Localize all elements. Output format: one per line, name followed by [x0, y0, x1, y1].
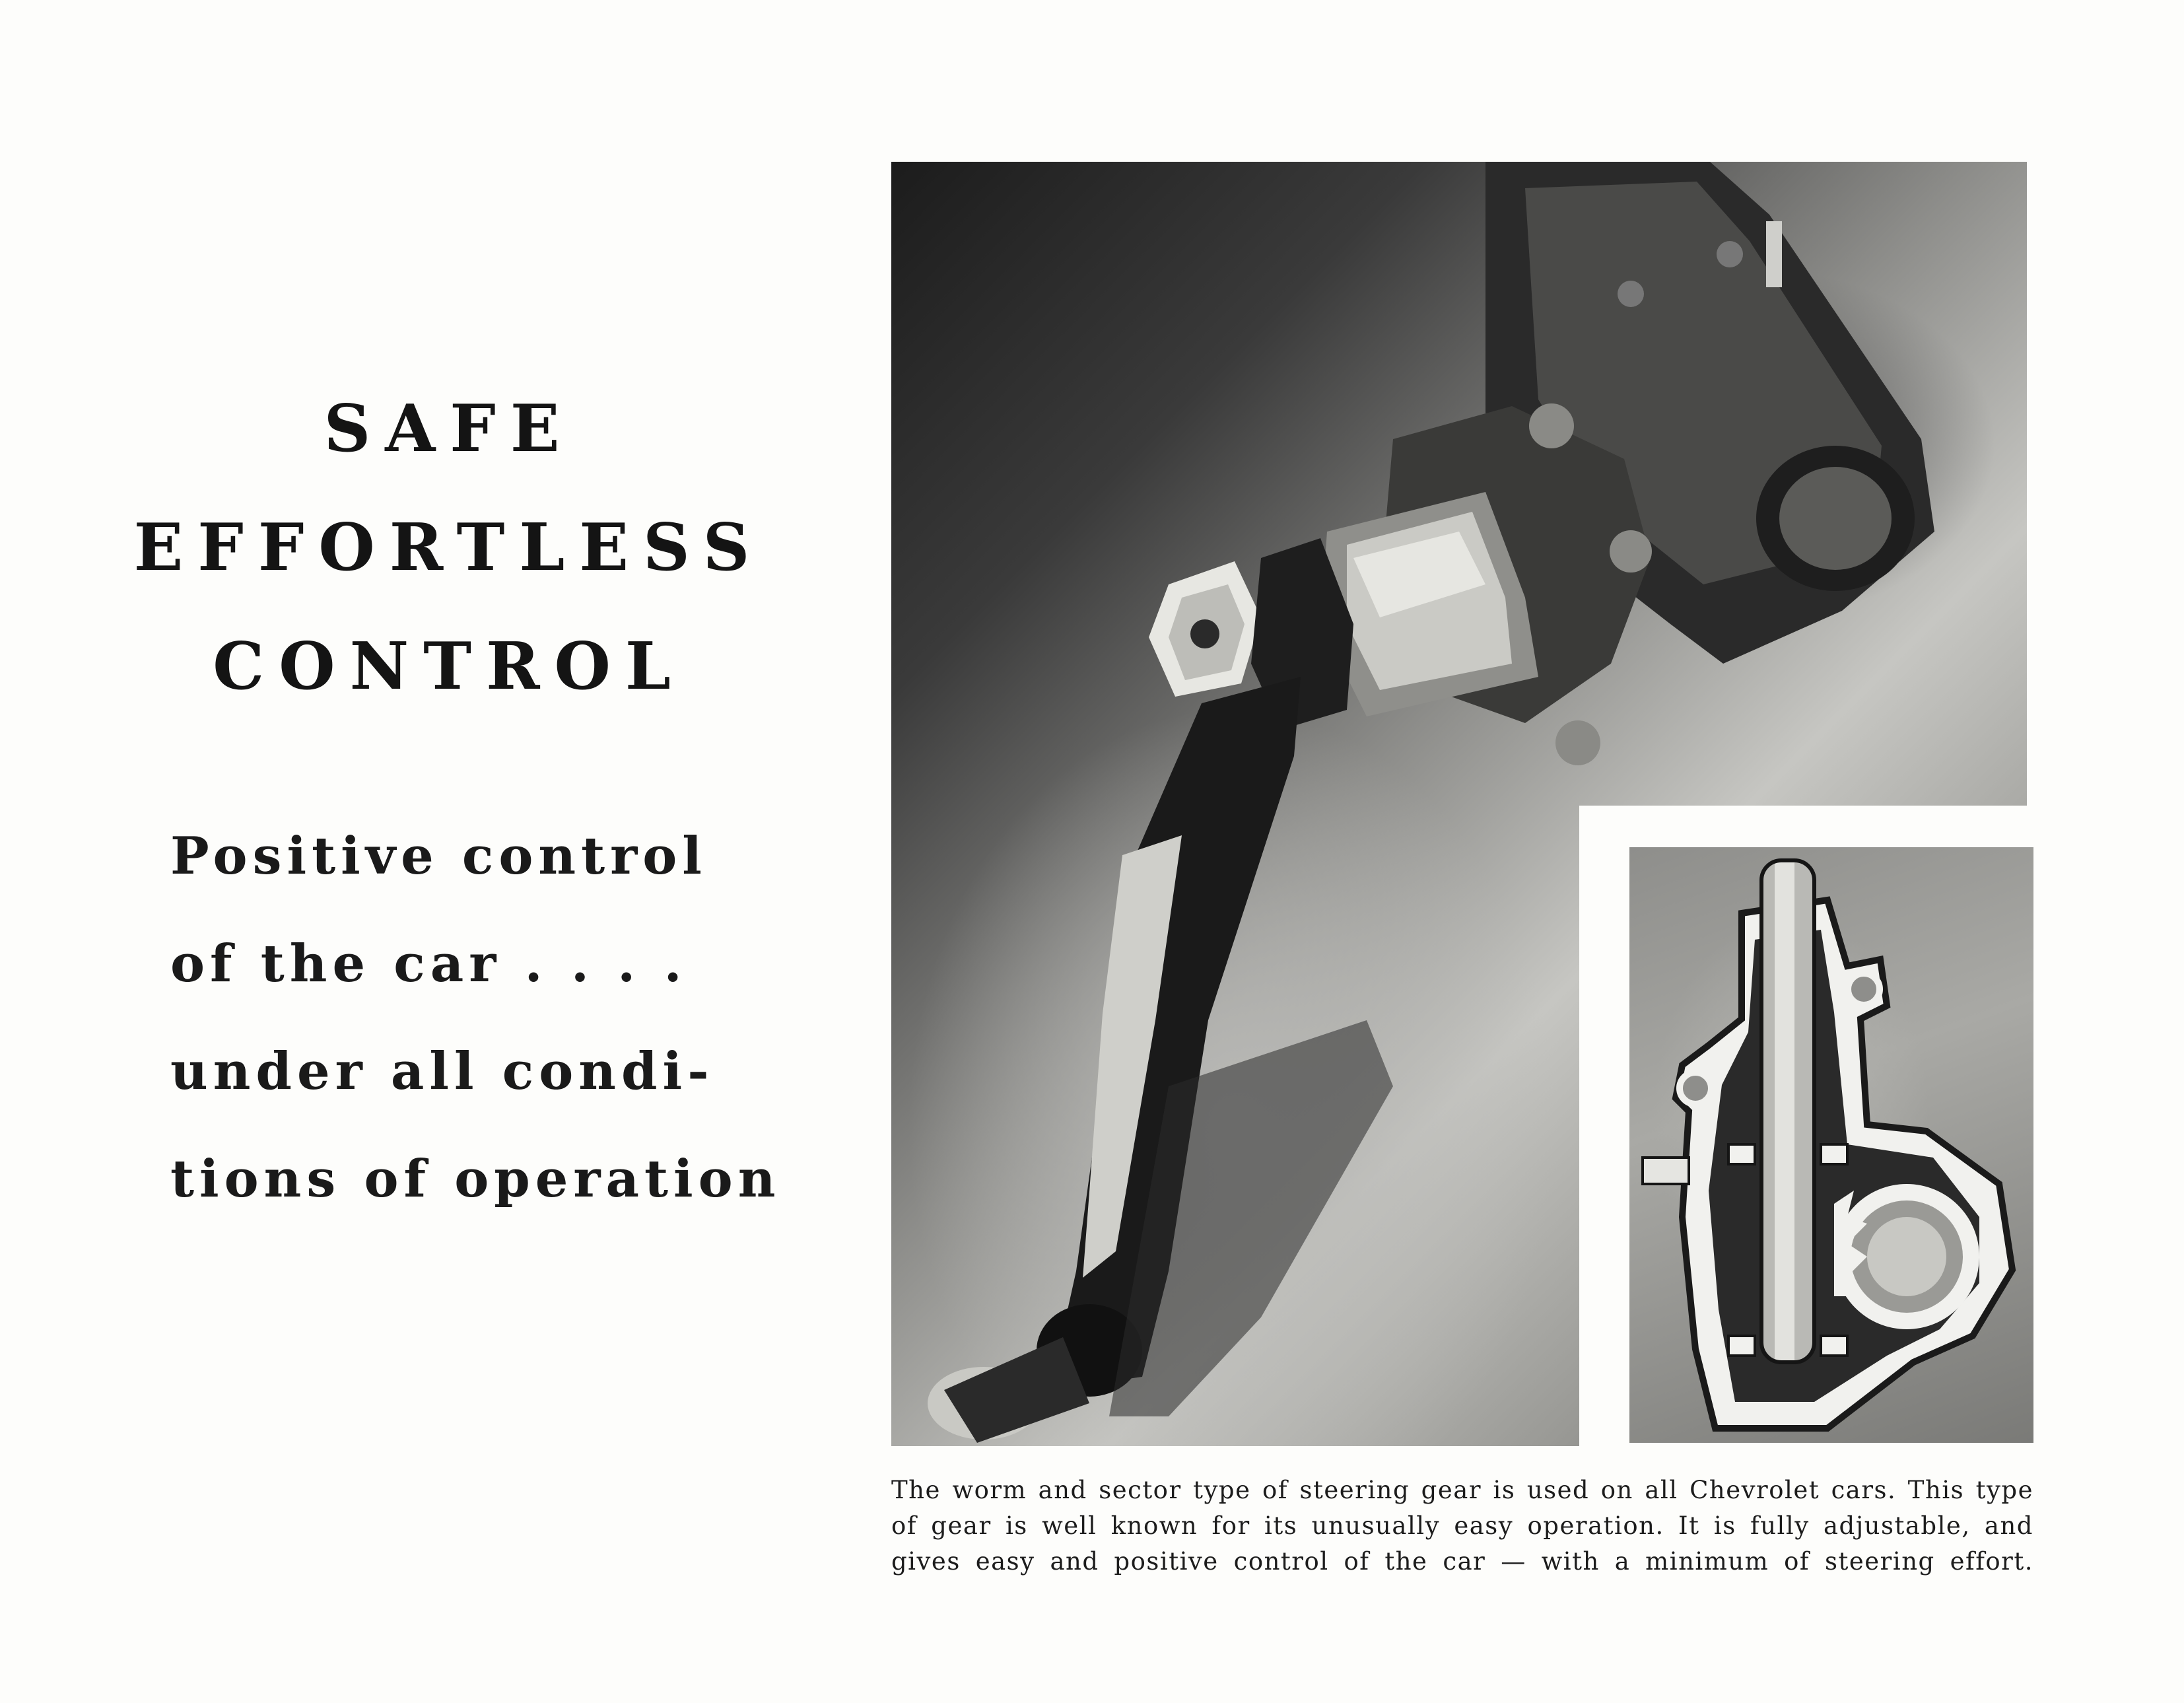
caption-line-3: gives easy and positive control of the car — with a minimum of steering effort. — [891, 1547, 2033, 1576]
headline-line-1: SAFE — [324, 391, 574, 467]
tagline-line-4: tions of operation — [170, 1149, 781, 1209]
cutaway-illustration — [1629, 847, 2033, 1443]
tagline-line-3: under all condi- — [170, 1041, 714, 1101]
tagline-line-2: of the car . . . . — [170, 934, 687, 994]
caption-line-1: The worm and sector type of steering gear is used on all Chevrolet cars. This type — [891, 1476, 2033, 1504]
headline-line-2: EFFORTLESS — [133, 510, 765, 586]
steering-gear-cutaway-photo — [1629, 847, 2033, 1443]
tagline — [170, 802, 781, 1233]
caption-line-2: of gear is well known for its unusually easy operation. It is fully adjustable, and — [891, 1512, 2033, 1540]
headline — [119, 370, 779, 726]
headline-line-3: CONTROL — [213, 629, 685, 705]
tagline-line-1: Positive control — [170, 826, 707, 886]
photo-caption — [891, 1473, 2033, 1580]
